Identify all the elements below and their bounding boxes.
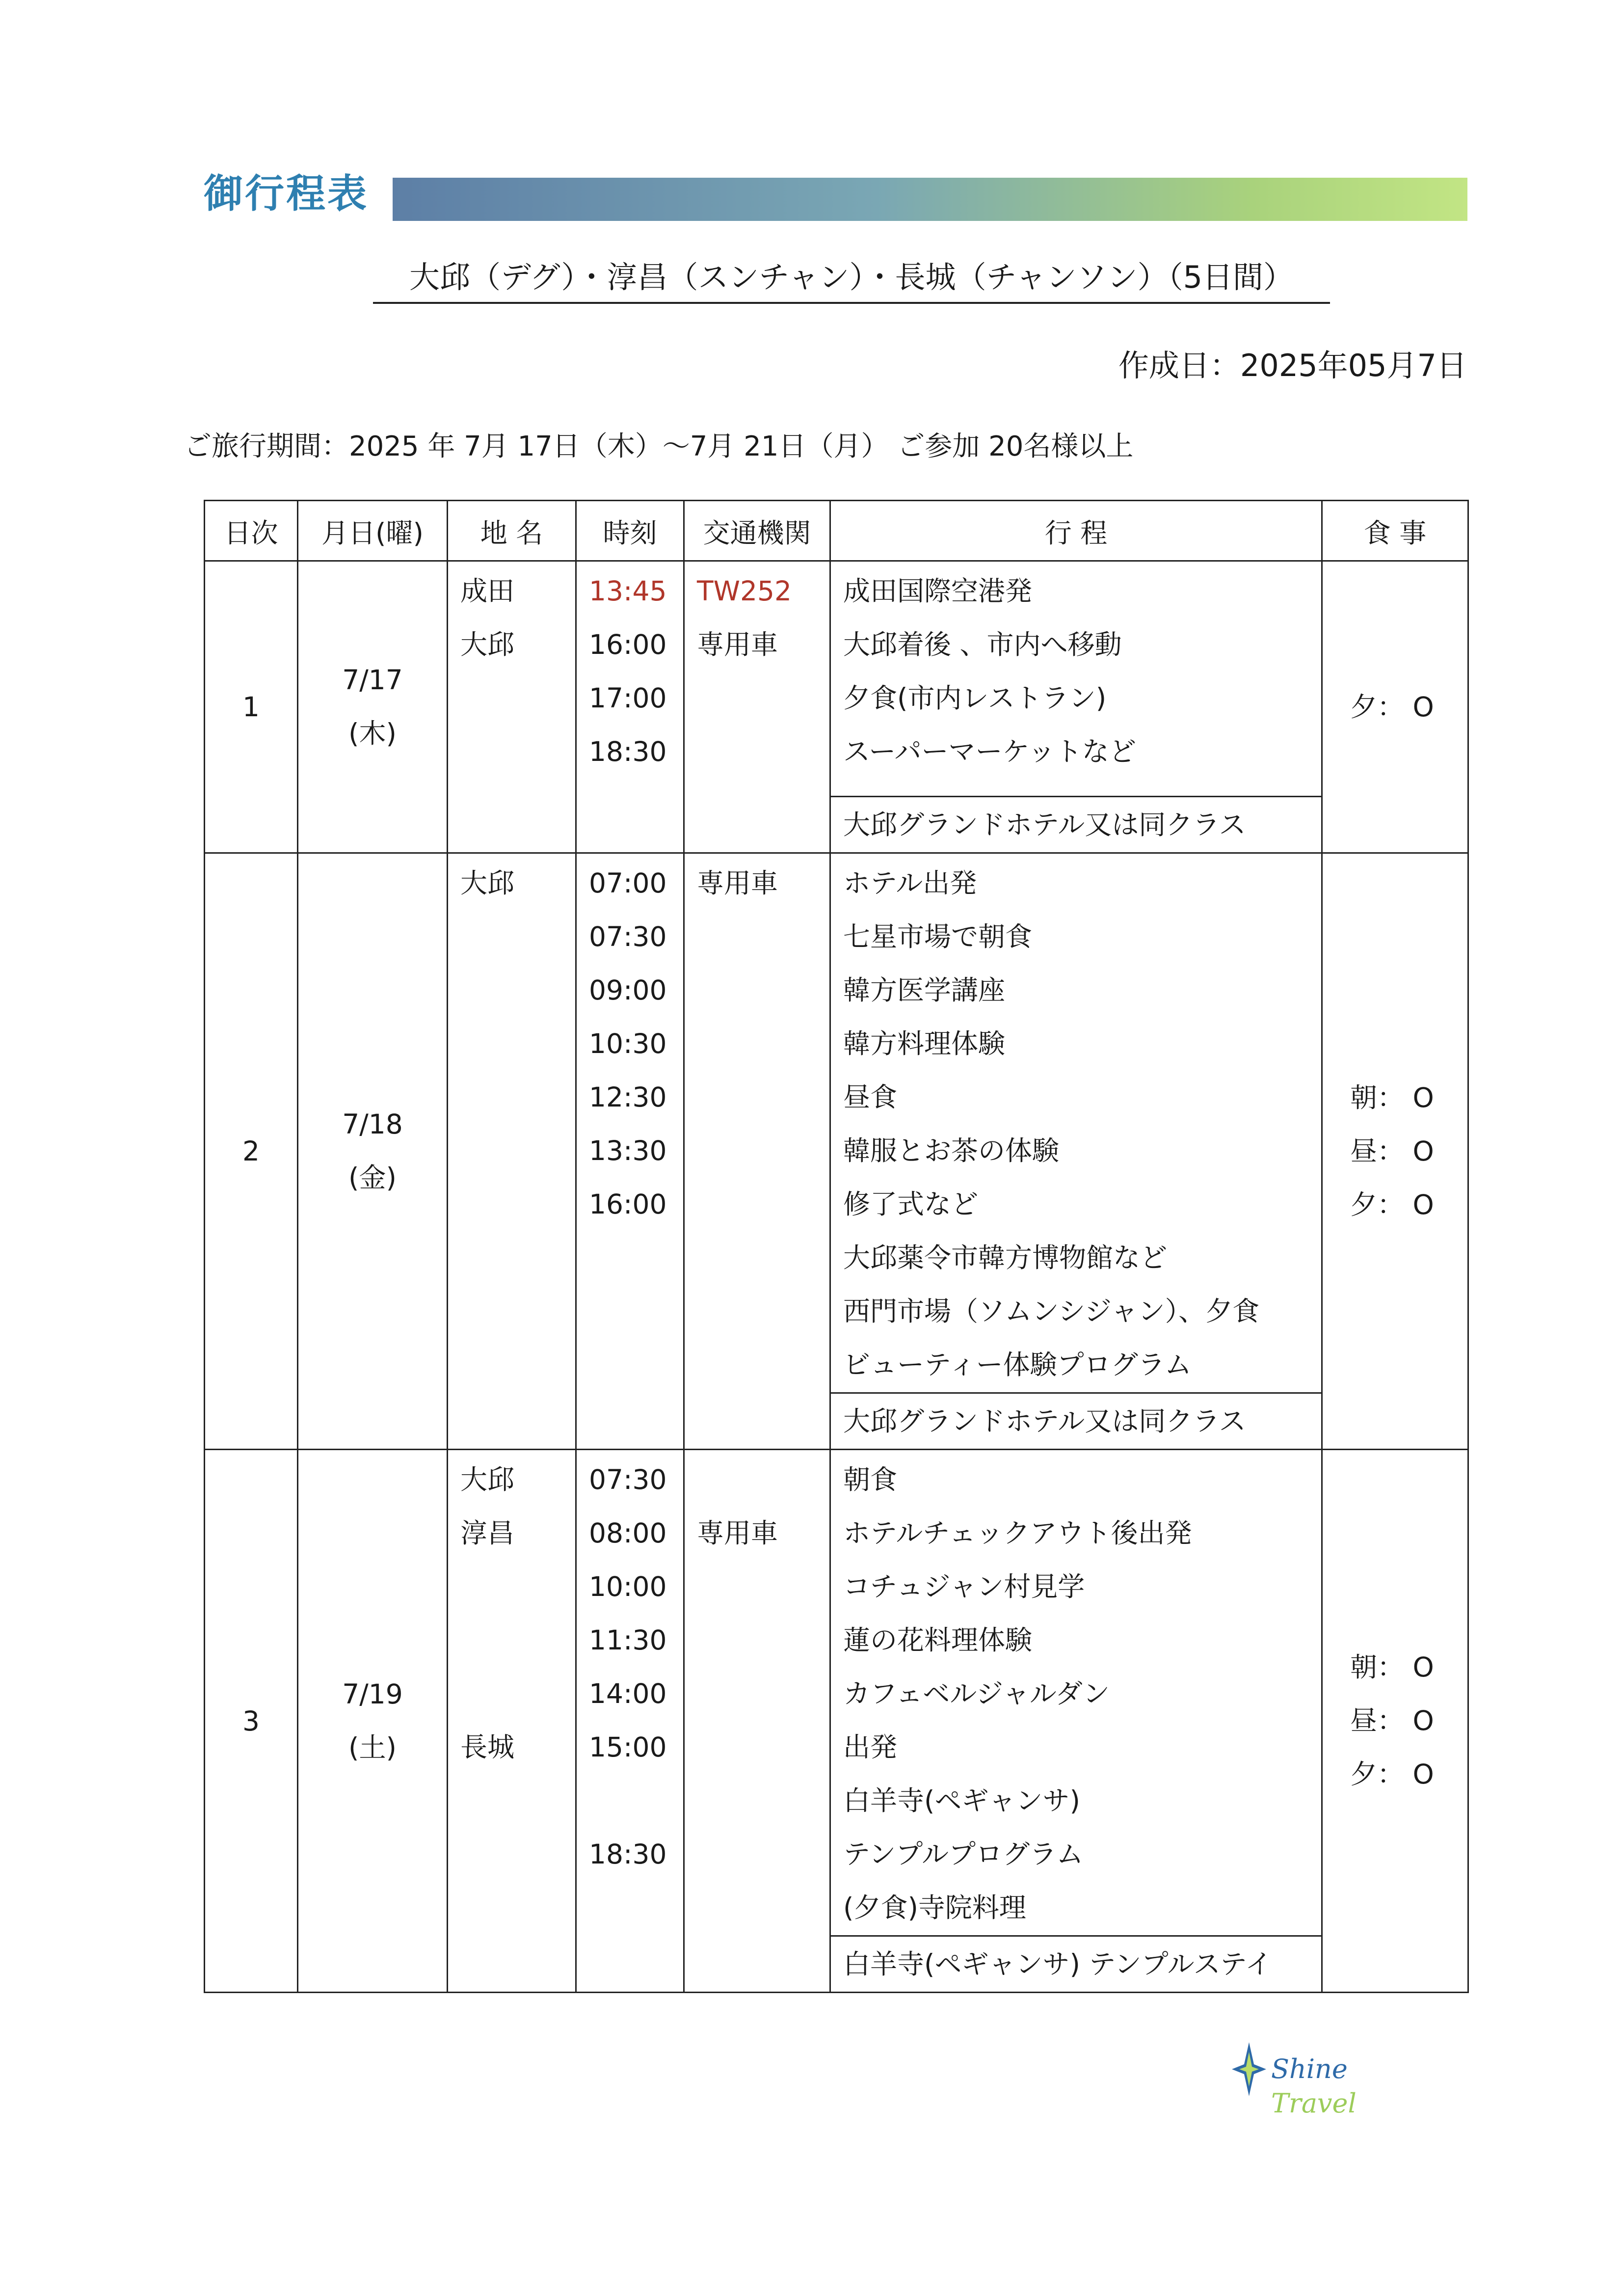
day-number: 3 xyxy=(242,1705,260,1737)
time-line: 07:30 xyxy=(589,921,667,952)
place-line: 淳昌 xyxy=(460,1517,515,1549)
star-sparkle-icon xyxy=(1232,2042,1266,2096)
itinerary-table xyxy=(204,500,1469,1993)
created-date: 作成日：2025年05月7日 xyxy=(1118,348,1467,383)
day-number: 2 xyxy=(242,1135,260,1167)
itinerary-line: 朝食 xyxy=(843,1464,898,1495)
itinerary-line: 白羊寺(ペギャンサ) xyxy=(843,1785,1080,1816)
table-row xyxy=(205,853,1468,1393)
time-line: 07:30 xyxy=(589,1464,667,1495)
itinerary-line: 夕食(市内レストラン) xyxy=(843,682,1107,714)
transport-cell xyxy=(684,853,830,1450)
place-line: 大邱 xyxy=(460,1464,515,1495)
date-text: 7/19 xyxy=(342,1678,403,1710)
time-line: 07:00 xyxy=(589,867,667,899)
shine-travel-logo xyxy=(1232,2042,1428,2119)
itinerary-line: 成田国際空港発 xyxy=(843,575,1033,607)
itinerary-cell xyxy=(830,853,1322,1393)
transport-line: 専用車 xyxy=(697,629,778,660)
hotel-text: 大邱グランドホテル又は同クラス xyxy=(843,809,1246,840)
transport-line: 専用車 xyxy=(697,1517,778,1549)
time-line: 14:00 xyxy=(589,1678,667,1709)
itinerary-line: コチュジャン村見学 xyxy=(843,1571,1085,1602)
tour-subtitle: 大邱（デグ）・淳昌（スンチャン）・長城（チャンソン）（5日間） xyxy=(373,253,1330,304)
itinerary-line: 韓方医学講座 xyxy=(843,974,1006,1006)
date-text: 7/18 xyxy=(342,1108,403,1140)
time-line: 15:00 xyxy=(589,1731,667,1763)
itinerary-cell xyxy=(830,1450,1322,1936)
place-line: 成田 xyxy=(460,575,515,607)
header-place: 地 名 xyxy=(448,501,576,561)
time-line: 12:30 xyxy=(589,1081,667,1113)
logo-word-shine: Shine xyxy=(1271,2053,1348,2084)
title-gradient-bar xyxy=(393,178,1467,221)
itinerary-line: 七星市場で朝食 xyxy=(843,921,1033,952)
place-line xyxy=(449,1560,575,1614)
itinerary-line: 大邱薬令市韓方博物館など xyxy=(843,1242,1168,1273)
meal-line: 夕： O xyxy=(1350,691,1434,723)
hotel-cell xyxy=(830,1936,1322,1993)
meal-line: 夕： O xyxy=(1350,1758,1434,1790)
meal-line: 朝： O xyxy=(1350,1651,1434,1683)
itinerary-line: 蓮の花料理体験 xyxy=(843,1624,1033,1656)
meal-line: 昼： O xyxy=(1350,1705,1434,1736)
itinerary-line: 西門市場（ソムンシジャン）、夕食 xyxy=(843,1296,1260,1327)
hotel-cell xyxy=(830,1393,1322,1450)
time-line: 16:00 xyxy=(589,1189,667,1220)
time-line: 18:30 xyxy=(589,1838,667,1870)
time-line: 17:00 xyxy=(589,682,667,714)
transport-line: 専用車 xyxy=(697,867,778,899)
date-cell xyxy=(298,853,448,1450)
itinerary-line: 韓服とお茶の体験 xyxy=(843,1135,1060,1166)
place-line: 長城 xyxy=(460,1731,515,1763)
header-date: 月日(曜) xyxy=(298,501,448,561)
place-line: 大邱 xyxy=(460,867,515,899)
itinerary-line: ホテルチェックアウト後出発 xyxy=(843,1517,1192,1549)
logo-text xyxy=(1271,2052,1428,2119)
meal-line: 昼： O xyxy=(1350,1135,1434,1167)
time-line: 08:00 xyxy=(589,1517,667,1549)
time-line: 09:00 xyxy=(589,974,667,1006)
weekday-text: (木) xyxy=(348,718,397,749)
weekday-text: (土) xyxy=(348,1731,397,1763)
time-line xyxy=(577,1774,683,1828)
header-itinerary: 行 程 xyxy=(830,501,1322,561)
time-cell xyxy=(576,1450,684,1993)
place-line: 大邱 xyxy=(460,629,515,660)
hotel-text: 白羊寺(ペギャンサ) テンプルステイ xyxy=(843,1948,1272,1980)
meals-cell xyxy=(1322,853,1468,1450)
travel-period: ご旅行期間：2025 年 7月 17日（木）〜7月 21日（月） ご参加 20名様以上 xyxy=(184,431,1134,462)
meals-cell xyxy=(1322,561,1468,853)
day-number-cell xyxy=(205,561,298,853)
logo-word-travel: Travel xyxy=(1271,2088,1357,2119)
weekday-text: (金) xyxy=(348,1162,397,1193)
time-line: 16:00 xyxy=(589,629,667,660)
table-row xyxy=(205,561,1468,797)
place-line xyxy=(449,1614,575,1667)
itinerary-line: ビューティー体験プログラム xyxy=(843,1349,1192,1380)
itinerary-line: テンプルプログラム xyxy=(843,1838,1084,1870)
time-line: 10:30 xyxy=(589,1028,667,1059)
meal-line: 朝： O xyxy=(1350,1081,1434,1113)
time-cell xyxy=(576,561,684,853)
date-cell xyxy=(298,561,448,853)
itinerary-line: 大邱着後 、市内へ移動 xyxy=(843,629,1122,660)
itinerary-line: 韓方料理体験 xyxy=(843,1028,1006,1059)
transport-cell xyxy=(684,1450,830,1993)
transport-cell xyxy=(684,561,830,853)
day-number-cell xyxy=(205,853,298,1450)
place-line xyxy=(449,1667,575,1721)
flight-number: TW252 xyxy=(697,575,792,607)
hotel-cell xyxy=(830,797,1322,853)
date-text: 7/17 xyxy=(342,664,403,696)
time-line: 13:30 xyxy=(589,1135,667,1166)
itinerary-line: スーパーマーケットなど xyxy=(843,736,1136,767)
header-transport: 交通機関 xyxy=(684,501,830,561)
itinerary-line: (夕食)寺院料理 xyxy=(843,1892,1026,1923)
itinerary-line: 修了式など xyxy=(843,1189,979,1220)
time-line: 13:45 xyxy=(589,575,667,607)
place-cell xyxy=(448,561,576,853)
header-time: 時刻 xyxy=(576,501,684,561)
hotel-text: 大邱グランドホテル又は同クラス xyxy=(843,1405,1246,1437)
meals-cell xyxy=(1322,1450,1468,1993)
itinerary-cell xyxy=(830,561,1322,797)
page-title: 御行程表 xyxy=(204,171,369,216)
time-line: 10:00 xyxy=(589,1571,667,1602)
itinerary-line: ホテル出発 xyxy=(843,867,977,899)
table-row xyxy=(205,1450,1468,1936)
heading-row xyxy=(204,167,1467,221)
time-line: 18:30 xyxy=(589,736,667,767)
place-cell xyxy=(448,1450,576,1993)
time-cell xyxy=(576,853,684,1450)
table-header-row xyxy=(205,501,1468,561)
day-number-cell xyxy=(205,1450,298,1993)
itinerary-line: カフェベルジャルダン xyxy=(843,1678,1110,1709)
header-meals: 食 事 xyxy=(1322,501,1468,561)
transport-line xyxy=(685,1453,829,1507)
time-line: 11:30 xyxy=(589,1624,667,1656)
meal-line: 夕： O xyxy=(1350,1189,1434,1220)
date-cell xyxy=(298,1450,448,1993)
itinerary-line: 出発 xyxy=(843,1731,898,1763)
header-day: 日次 xyxy=(205,501,298,561)
day-number: 1 xyxy=(242,691,260,723)
itinerary-line: 昼食 xyxy=(843,1081,898,1113)
place-cell xyxy=(448,853,576,1450)
